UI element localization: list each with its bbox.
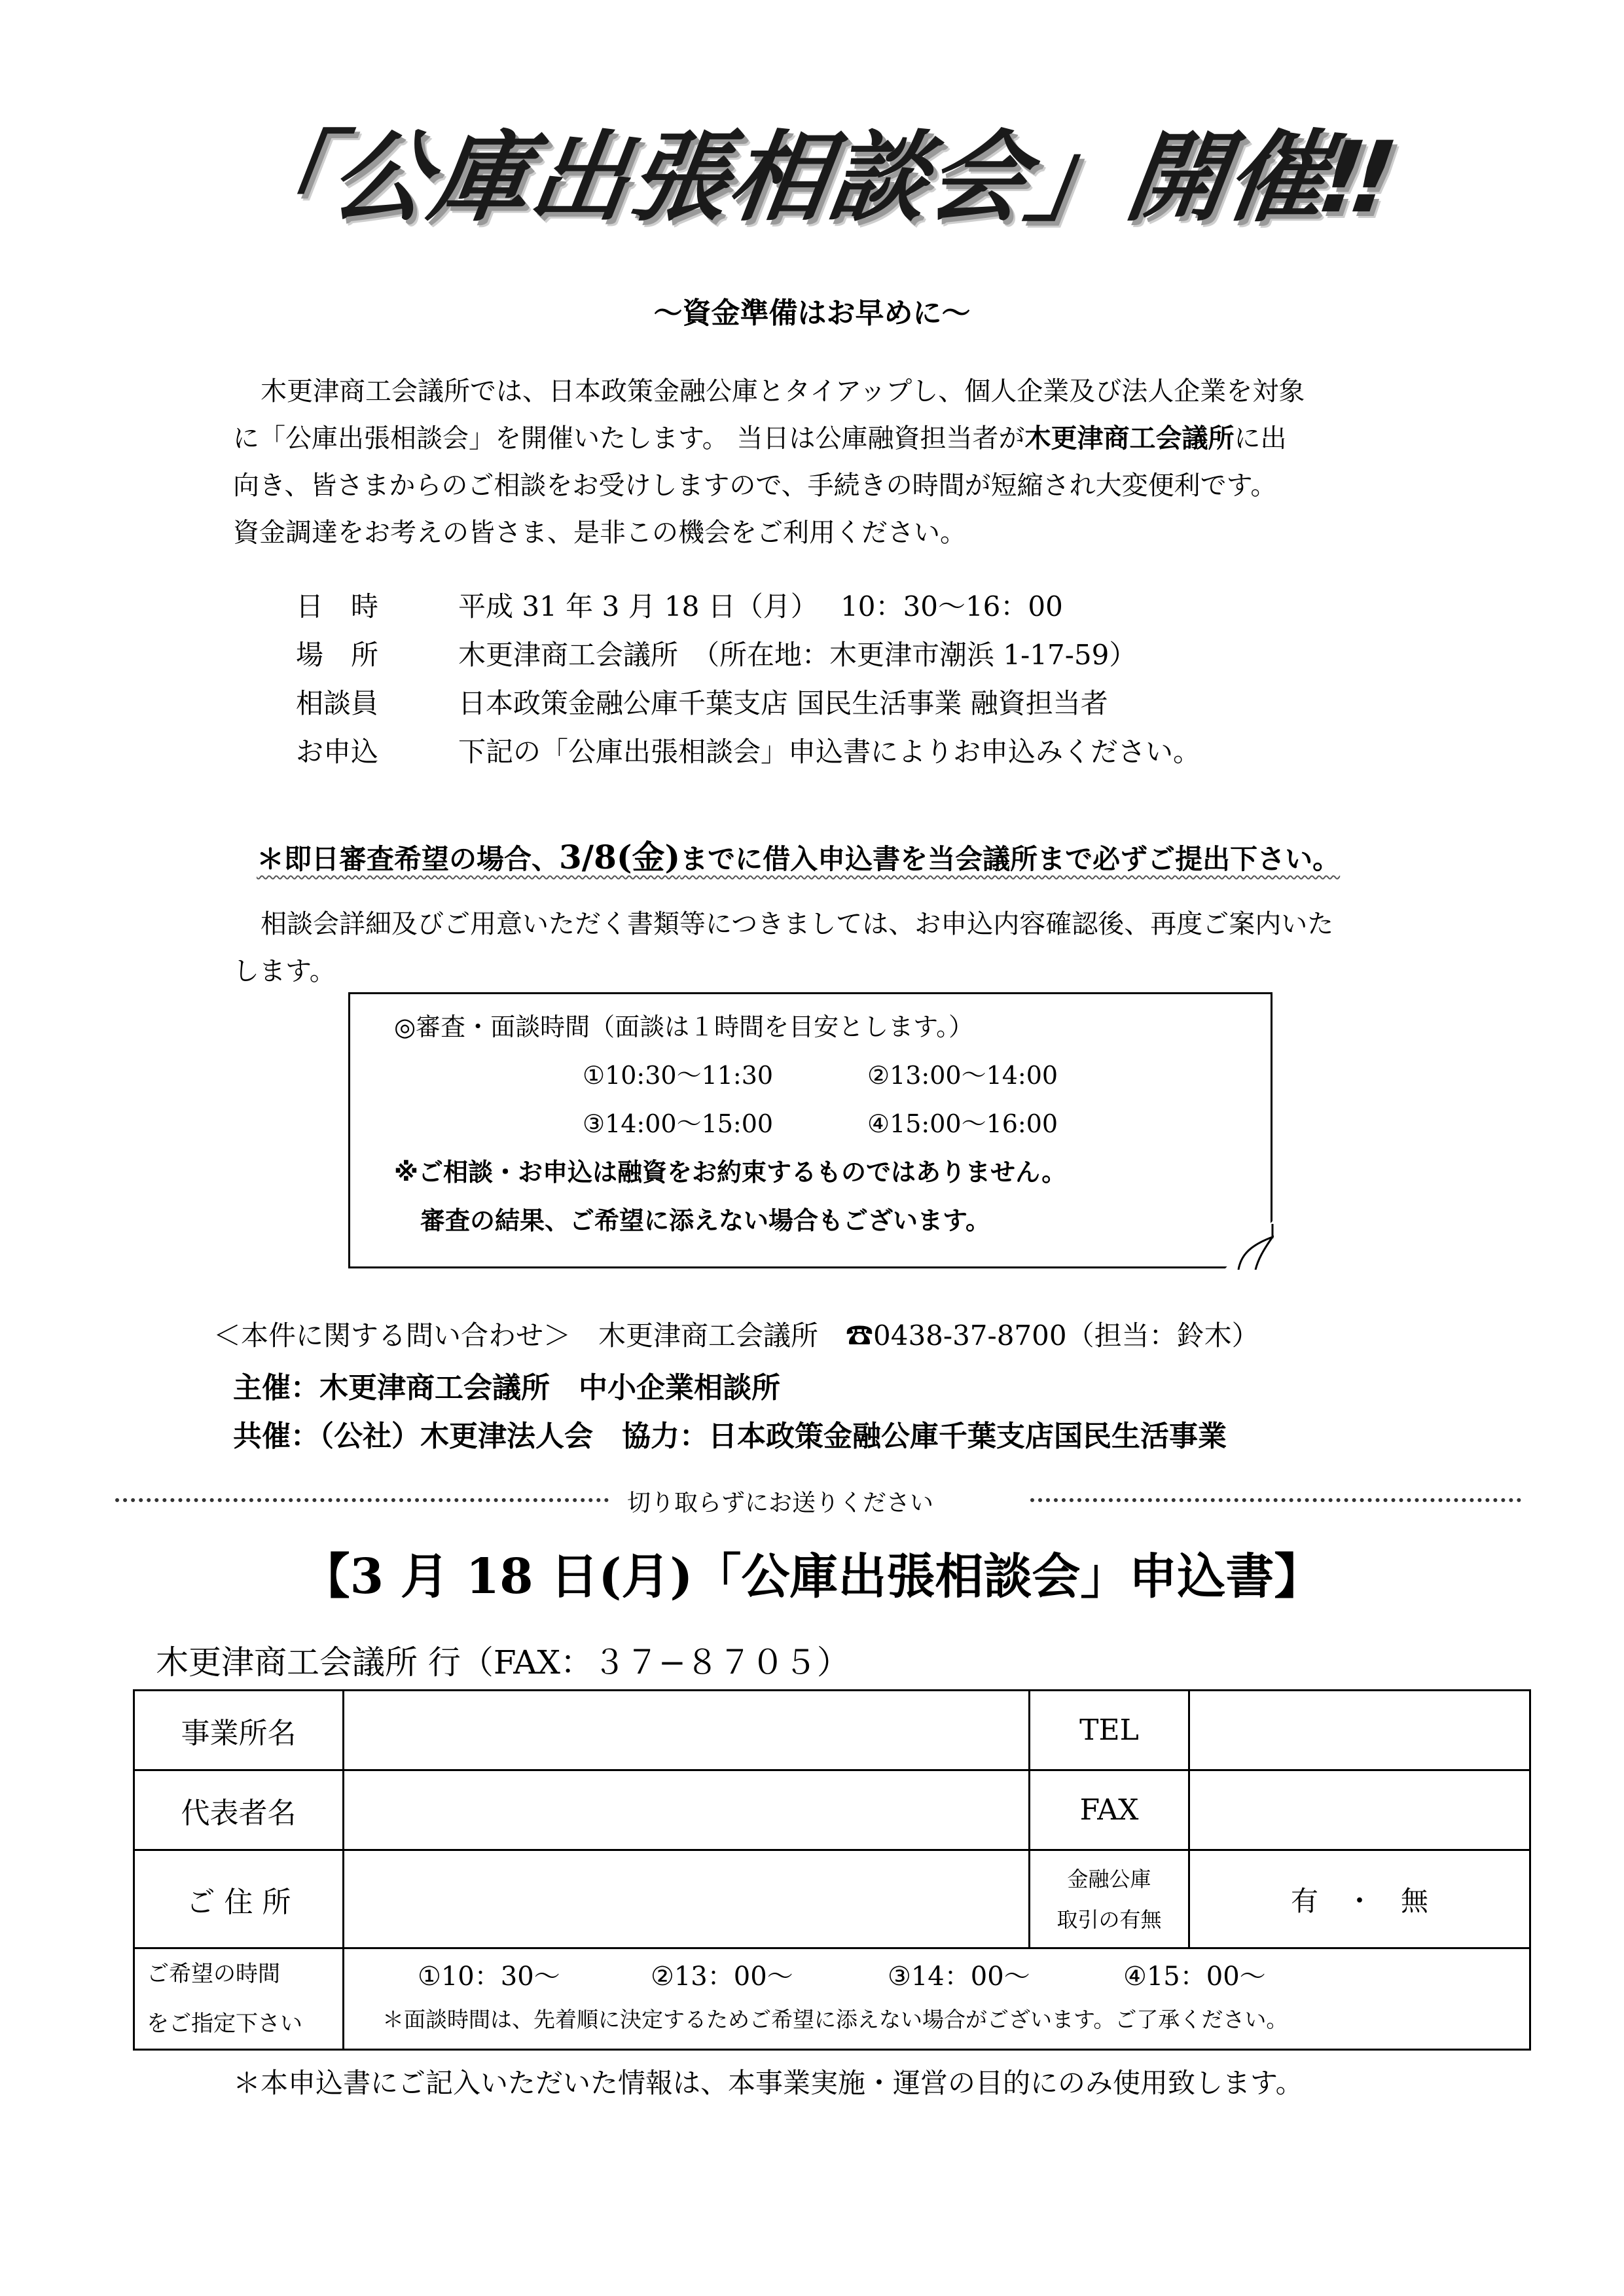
deadline-notice [257,831,1340,878]
tel-field[interactable] [1189,1691,1530,1770]
note-slot-4: ④15:00～16:00 [867,1109,1058,1138]
detail-label: 日 時 [296,590,379,622]
application-form [133,1689,1531,2051]
note-warning-2: 審査の結果、ご希望に添えない場合もございます。 [420,1206,990,1235]
time-option-note: ＊面談時間は、先着順に決定するためご希望に添えない場合がございます。ご了承ください。 [382,2007,1288,2032]
detail-value: 下記の「公庫出張相談会」申込書によりお申込みください。 [458,736,1201,768]
time-preference-label [134,1948,344,2050]
contact-info: ＜本件に関する問い合わせ＞ 木更津商工会議所 ☎0438-37-8700（担当：鈴木） [213,1319,1259,1352]
page-title: 「公庫出張相談会」開催‼ [224,121,1398,235]
business-name-label: 事業所名 [134,1691,344,1770]
finance-history-label-1: 金融公庫 [1067,1866,1151,1892]
note-slot-1: ①10:30～11:30 [583,1061,774,1090]
finance-history-label [1030,1850,1189,1948]
intro-line-1: 木更津商工会議所では、日本政策金融公庫とタイアップし、個人企業及び法人企業を対象 [261,376,1305,406]
intro-line-4: 資金調達をお考えの皆さま、是非この機会をご利用ください。 [233,518,966,548]
time-option-1[interactable]: ①10：30～ [418,1962,560,1992]
cut-line-label: 切り取らずにお送りください [627,1490,934,1516]
form-row-representative [134,1770,1530,1850]
detail-label: 場 所 [296,639,379,671]
detail-value: 日本政策金融公庫千葉支店 国民生活事業 融資担当者 [458,687,1108,719]
time-option-3[interactable]: ③14：00～ [888,1962,1030,1992]
detail-label: お申込 [296,736,379,768]
note-heading: ◎審査・面談時間（面談は１時間を目安とします。） [394,1013,974,1041]
time-option-4[interactable]: ④15：00～ [1123,1962,1266,1992]
detail-label: 相談員 [296,687,379,719]
page-curl-icon [1225,1221,1274,1270]
business-name-field[interactable] [344,1691,1030,1770]
cut-line-left [115,1498,609,1502]
form-row-time-preference [134,1948,1530,2050]
cosponsor-line: 共催：（公社）木更津法人会 協力：日本政策金融公庫千葉支店国民生活事業 [233,1420,1227,1453]
time-preference-label-2: をご指定下さい [147,2011,302,2037]
cut-line-right [1030,1498,1521,1502]
page-subtitle: ～資金準備はお早めに～ [653,296,971,330]
fax-field[interactable] [1189,1770,1530,1850]
time-option-2[interactable]: ②13：00～ [651,1962,793,1992]
detail-value: 平成 31 年 3 月 18 日（月） 10：30～16：00 [458,590,1063,622]
form-row-business [134,1691,1530,1770]
note-slot-2: ②13:00～14:00 [867,1061,1058,1090]
intro-line-2 [233,415,1287,462]
detail-value: 木更津商工会議所 （所在地：木更津市潮浜 1-17-59） [458,639,1137,671]
intro-line-2-a: に「公庫出張相談会」を開催いたします。 当日は公庫融資担当者が [233,423,1025,454]
finance-history-label-2: 取引の有無 [1056,1907,1162,1932]
note-warning-1: ※ご相談・お申込は融資をお約束するものではありません。 [394,1158,1067,1187]
intro-line-2-venue: 木更津商工会議所 [1024,423,1235,454]
form-heading: 【3 月 18 日(月)「公庫出張相談会」申込書】 [301,1549,1323,1605]
intro-line-2-c: に出 [1234,423,1287,454]
address-field[interactable] [344,1850,1030,1948]
followup-line-1: 相談会詳細及びご用意いただく書類等につきましては、お申込内容確認後、再度ご案内いた [261,909,1334,939]
notice-post: までに借入申込書を当会議所まで必ずご提出下さい。 [680,843,1341,875]
finance-history-choice[interactable]: 有 ・ 無 [1189,1850,1530,1948]
notice-date: 3/8(金) [559,838,681,876]
representative-field[interactable] [344,1770,1030,1850]
time-preference-label-1: ご希望の時間 [147,1961,280,1987]
fax-label: FAX [1030,1770,1189,1850]
form-row-address [134,1850,1530,1948]
time-preference-options [344,1948,1530,2050]
notice-pre: ＊即日審査希望の場合、 [257,843,560,875]
followup-line-2: します。 [233,956,336,986]
organizer-line: 主催：木更津商工会議所 中小企業相談所 [233,1371,780,1405]
tel-label: TEL [1030,1691,1189,1770]
privacy-note: ＊本申込書にご記入いただいた情報は、本事業実施・運営の目的にのみ使用致します。 [233,2067,1303,2099]
intro-line-3: 向き、皆さまからのご相談をお受けしますので、手続きの時間が短縮され大変便利です。 [233,471,1277,501]
representative-label: 代表者名 [134,1770,344,1850]
address-label: ご 住 所 [134,1850,344,1948]
form-destination: 木更津商工会議所 行（FAX：３７−８７０５） [156,1643,850,1681]
note-slot-3: ③14:00～15:00 [583,1109,774,1138]
